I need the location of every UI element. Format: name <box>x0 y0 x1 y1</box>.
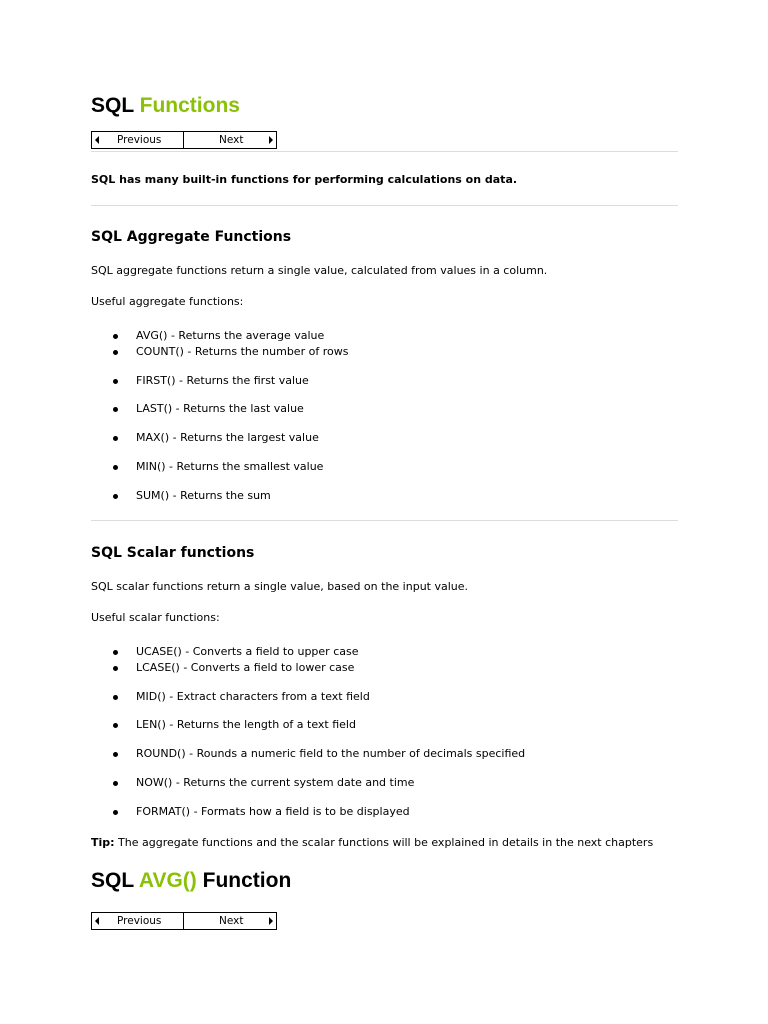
previous-button[interactable] <box>92 132 184 148</box>
next-button[interactable] <box>184 132 276 148</box>
divider <box>91 205 678 206</box>
bullet-icon <box>113 810 118 815</box>
pagination-bar-bottom <box>91 912 277 930</box>
title2-accent: AVG() <box>138 869 197 892</box>
bullet-icon <box>113 334 118 339</box>
divider <box>91 520 678 521</box>
aggregate-description: SQL aggregate functions return a single value, calculated from values in a column. <box>91 264 548 277</box>
page-title <box>91 94 240 118</box>
arrow-left-icon <box>95 136 99 144</box>
aggregate-heading: SQL Aggregate Functions <box>91 229 292 245</box>
next-button[interactable] <box>184 913 276 929</box>
bullet-icon <box>113 723 118 728</box>
scalar-useful-label: Useful scalar functions: <box>91 611 220 624</box>
bullet-icon <box>113 666 118 671</box>
title-accent: Functions <box>139 94 240 117</box>
title2-suffix: Function <box>202 869 292 892</box>
bullet-icon <box>113 407 118 412</box>
title2-prefix: SQL <box>91 869 134 892</box>
intro-text: SQL has many built-in functions for performing calculations on data. <box>91 173 518 186</box>
bullet-icon <box>113 379 118 384</box>
arrow-right-icon <box>269 917 273 925</box>
divider <box>91 151 678 152</box>
bullet-icon <box>113 752 118 757</box>
tip-text: The aggregate functions and the scalar functions will be explained in details in the next chapters <box>114 836 654 849</box>
bullet-icon <box>113 350 118 355</box>
aggregate-useful-label: Useful aggregate functions: <box>91 295 244 308</box>
title-prefix: SQL <box>91 94 134 117</box>
previous-label: Previous <box>117 915 162 927</box>
section-title-avg <box>91 869 291 893</box>
arrow-right-icon <box>269 136 273 144</box>
tip-label: Tip: <box>91 836 115 849</box>
next-label: Next <box>219 915 244 927</box>
pagination-bar-top <box>91 131 277 149</box>
scalar-heading: SQL Scalar functions <box>91 545 255 561</box>
scalar-description: SQL scalar functions return a single value, based on the input value. <box>91 580 469 593</box>
bullet-icon <box>113 436 118 441</box>
previous-button[interactable] <box>92 913 184 929</box>
next-label: Next <box>219 134 244 146</box>
bullet-icon <box>113 695 118 700</box>
bullet-icon <box>113 494 118 499</box>
bullet-icon <box>113 650 118 655</box>
bullet-icon <box>113 781 118 786</box>
previous-label: Previous <box>117 134 162 146</box>
bullet-icon <box>113 465 118 470</box>
arrow-left-icon <box>95 917 99 925</box>
tip-note <box>91 836 653 850</box>
